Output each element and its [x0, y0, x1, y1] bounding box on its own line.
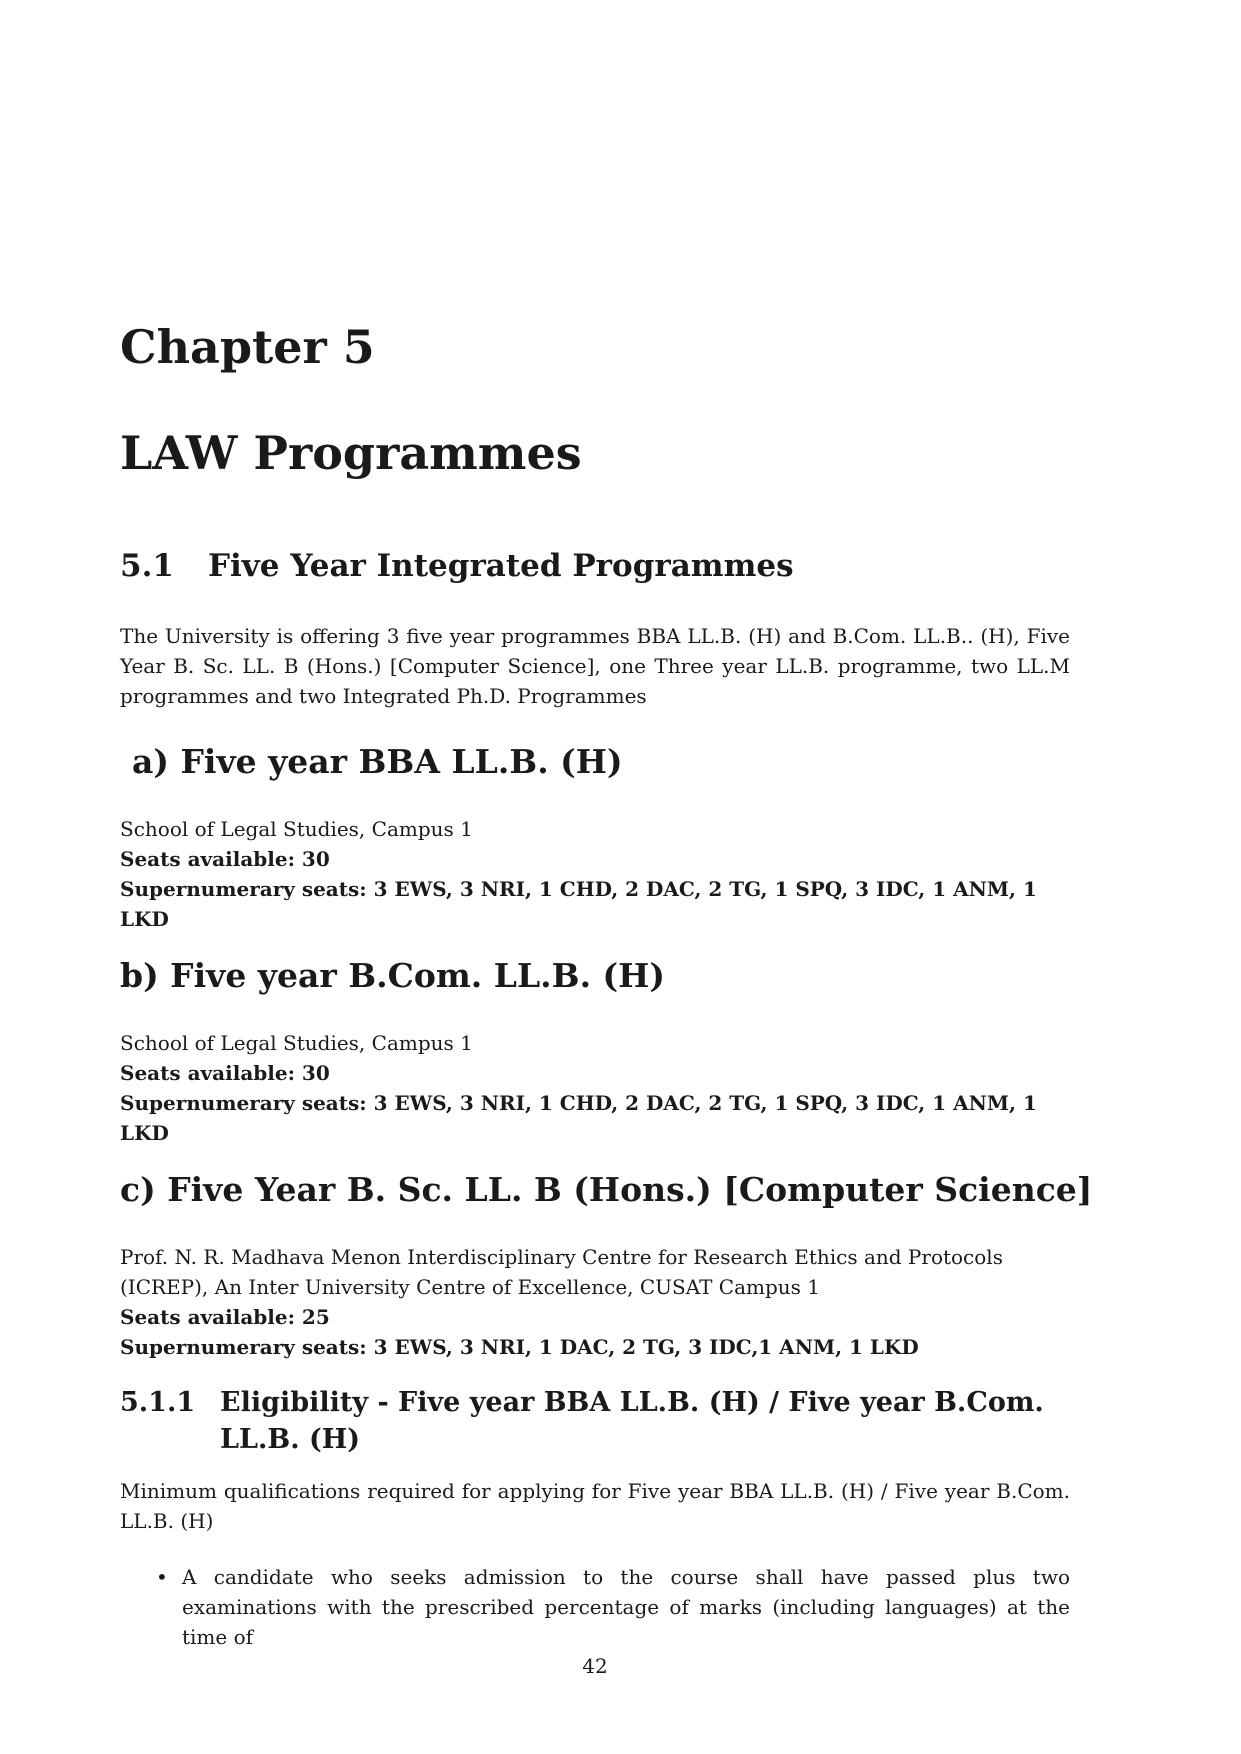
programme-heading-bcom-llb: b) Five year B.Com. LL.B. (H) [120, 956, 665, 995]
programme-details-bba-llb [120, 814, 1070, 934]
document-page [120, 0, 1093, 1754]
programme-location: School of Legal Studies, Campus 1 [120, 817, 473, 841]
programme-location: Prof. N. R. Madhava Menon Interdisciplinary Centre for Research Ethics and Protocols (ICREP), An Inter University Centre of Excellence, CUSAT Campus 1 [120, 1245, 1003, 1299]
programme-heading-bba-llb: a) Five year BBA LL.B. (H) [132, 742, 623, 781]
supernumerary-seats: Supernumerary seats: 3 EWS, 3 NRI, 1 CHD, 2 DAC, 2 TG, 1 SPQ, 3 IDC, 1 ANM, 1 LKD [120, 877, 1037, 931]
section-intro-paragraph: The University is offering 3 five year programmes BBA LL.B. (H) and B.Com. LL.B.. (H), Five Year B. Sc. LL. B (Hons.) [Computer Science], one Three year LL.B. programme, two LL.M programmes and two Integrated Ph.D. Programmes [120, 624, 1070, 708]
chapter-label: Chapter 5 [120, 320, 375, 374]
section-heading-5-1 [120, 548, 794, 585]
programme-details-bsc-llb [120, 1242, 1070, 1362]
programme-details-bcom-llb [120, 1028, 1070, 1148]
subsection-number: 5.1.1 [120, 1387, 196, 1418]
section-number: 5.1 [120, 548, 174, 584]
subsection-heading-5-1-1 [120, 1384, 1070, 1458]
list-item [120, 1562, 1070, 1652]
seats-available: Seats available: 25 [120, 1305, 330, 1329]
list-item-text: A candidate who seeks admission to the course shall have passed plus two examinations with the prescribed percentage of marks (including languages) at the time of [182, 1565, 1070, 1649]
eligibility-bullet-list [120, 1562, 1070, 1652]
bullet-icon: • [156, 1565, 168, 1589]
seats-available: Seats available: 30 [120, 1061, 330, 1085]
eligibility-intro-paragraph: Minimum qualifications required for applying for Five year BBA LL.B. (H) / Five year B.Com. LL.B. (H) [120, 1479, 1070, 1533]
chapter-title: LAW Programmes [120, 426, 582, 480]
programme-location: School of Legal Studies, Campus 1 [120, 1031, 473, 1055]
subsection-title: Eligibility - Five year BBA LL.B. (H) / Five year B.Com. LL.B. (H) [220, 1387, 1044, 1455]
supernumerary-seats: Supernumerary seats: 3 EWS, 3 NRI, 1 CHD, 2 DAC, 2 TG, 1 SPQ, 3 IDC, 1 ANM, 1 LKD [120, 1091, 1037, 1145]
programme-heading-bsc-llb: c) Five Year B. Sc. LL. B (Hons.) [Computer Science] [120, 1170, 1093, 1209]
seats-available: Seats available: 30 [120, 847, 330, 871]
page-number: 42 [582, 1654, 608, 1678]
supernumerary-seats: Supernumerary seats: 3 EWS, 3 NRI, 1 DAC, 2 TG, 3 IDC,1 ANM, 1 LKD [120, 1335, 919, 1359]
section-title: Five Year Integrated Programmes [208, 548, 794, 584]
